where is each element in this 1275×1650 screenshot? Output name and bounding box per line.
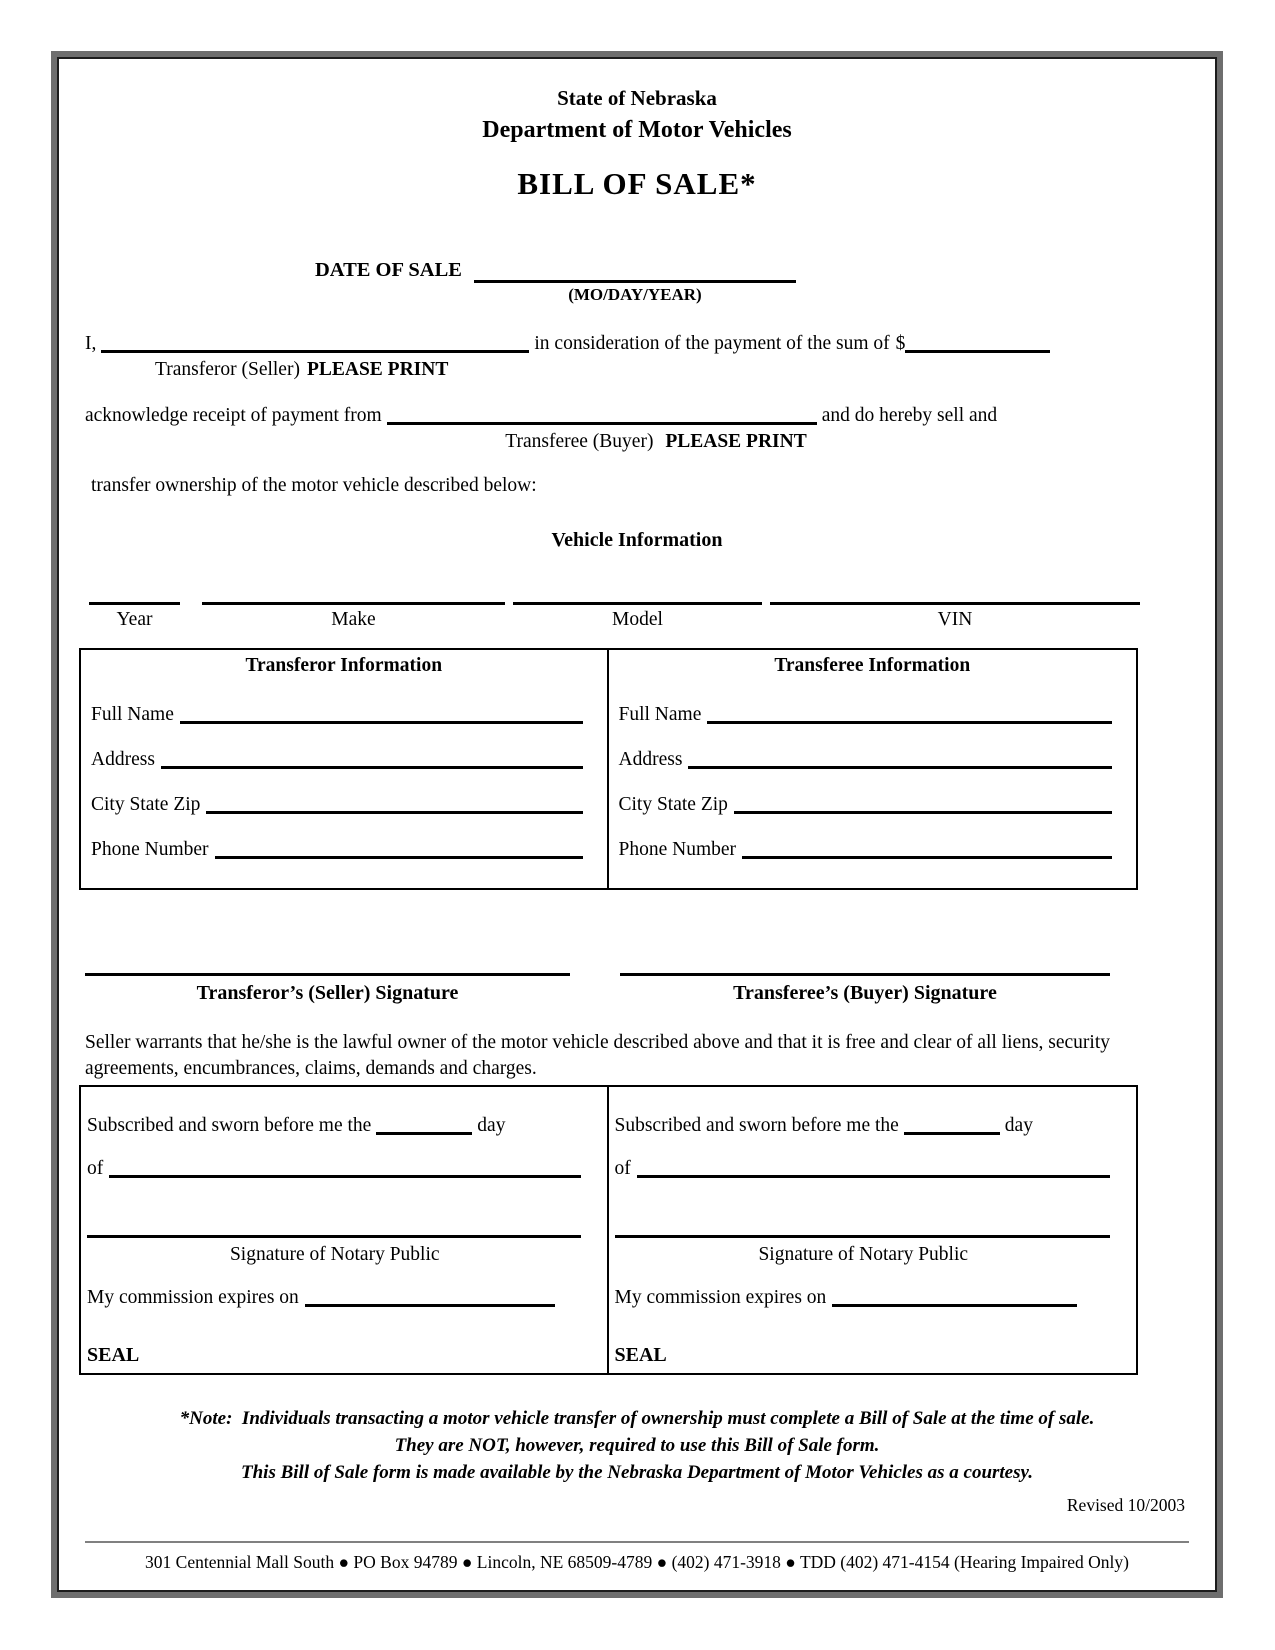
address-label: Address [618,749,683,770]
commission-row [87,1285,583,1311]
transferee-full-name-blank[interactable] [707,721,1112,724]
transferor-name-blank[interactable] [101,349,529,353]
sworn-row [615,1113,1113,1139]
city-state-zip-label: City State Zip [618,794,728,815]
transferee-info-cell [609,650,1137,888]
model-blank[interactable] [513,602,762,605]
sell-text: and do hereby sell and [821,405,998,426]
commission-label: My commission expires on [87,1287,299,1308]
buyer-signature-blank[interactable] [620,973,1110,976]
notary-table [79,1085,1138,1375]
table-row [619,837,1115,863]
footnote-block [57,1405,1217,1486]
transferor-city-state-zip-blank[interactable] [206,811,582,814]
header-state: State of Nebraska [557,86,717,110]
buyer-signature-block [620,973,1110,1006]
year-label: Year [116,609,153,630]
notary-signature-blank[interactable] [615,1235,1111,1238]
make-label: Make [331,609,376,630]
commission-date-blank[interactable] [832,1304,1077,1307]
notary-signature-blank[interactable] [87,1235,581,1238]
date-of-sale-row [315,257,796,306]
transferee-info-header: Transferee Information [774,655,971,676]
table-row [619,702,1115,728]
footer-address: 301 Centennial Mall South ● PO Box 94789 ● Lincoln, NE 68509-4789 ● (402) 471-3918 ● TDD (402) 471-4154 (Hearing Impaired Only) [145,1552,1129,1572]
of-label: of [87,1158,104,1179]
seal-label: SEAL [614,1344,667,1366]
revision-date: Revised 10/2003 [1066,1495,1185,1515]
footnote-line-2: They are NOT, however, required to use this Bill of Sale form. [394,1435,880,1456]
please-print-label: PLEASE PRINT [306,359,449,380]
transferee-caption [85,429,1189,455]
make-blank[interactable] [202,602,505,605]
footnote-text-1: Individuals transacting a motor vehicle transfer of ownership must complete a Bill of Sale at the time of sale. [241,1408,1095,1429]
sworn-month-blank[interactable] [109,1175,580,1178]
transferee-address-blank[interactable] [688,766,1112,769]
year-blank[interactable] [89,602,180,605]
phone-number-label: Phone Number [91,839,209,860]
header-department: Department of Motor Vehicles [482,117,792,143]
transferee-caption-text: Transferee (Buyer) [505,431,654,452]
sworn-prefix: Subscribed and sworn before me the [614,1115,899,1136]
commission-date-blank[interactable] [305,1304,555,1307]
intro-consideration-row [85,331,1189,357]
consideration-text: in consideration of the payment of the sum of [534,333,890,354]
footer-divider [85,1541,1189,1543]
city-state-zip-label: City State Zip [91,794,201,815]
dollar-sign: $ [895,333,906,354]
sworn-day-blank[interactable] [904,1131,1000,1135]
transferee-phone-blank[interactable] [742,856,1112,859]
please-print-label-2: PLEASE PRINT [665,431,807,452]
sworn-suffix: day [1004,1115,1033,1136]
footer-block [85,1541,1189,1574]
vehicle-model-column [513,602,762,632]
intro-i-label: I, [85,333,97,354]
date-format-hint: (MO/DAY/YEAR) [568,285,702,304]
seal-label: SEAL [87,1344,140,1366]
seller-signature-label: Transferor’s (Seller) Signature [196,982,459,1004]
table-row [91,837,585,863]
form-title: BILL OF SALE* [517,166,757,201]
parties-info-table [79,648,1138,890]
of-label: of [614,1158,631,1179]
full-name-label: Full Name [618,704,702,725]
sworn-month-row [87,1156,583,1182]
buyer-signature-label: Transferee’s (Buyer) Signature [733,982,997,1004]
seller-signature-block [85,973,570,1006]
sum-amount-blank[interactable] [905,349,1050,353]
sworn-prefix: Subscribed and sworn before me the [87,1115,372,1136]
transferee-city-state-zip-blank[interactable] [734,811,1112,814]
form-header [57,85,1217,203]
sworn-day-blank[interactable] [376,1131,472,1135]
footnote-line-1 [57,1405,1217,1432]
phone-number-label: Phone Number [618,839,737,860]
commission-row [615,1285,1113,1311]
transferor-info-header: Transferor Information [245,655,443,676]
footnote-line-3: This Bill of Sale form is made available by the Nebraska Department of Motor Vehicles as a courtesy. [241,1462,1033,1483]
transferor-address-blank[interactable] [161,766,583,769]
table-row [91,747,585,773]
transferor-phone-blank[interactable] [215,856,583,859]
table-row [91,702,585,728]
vehicle-vin-column [770,602,1140,632]
table-row [91,792,585,818]
seller-signature-blank[interactable] [85,973,570,976]
sworn-suffix: day [477,1115,506,1136]
sworn-row [87,1113,583,1139]
vehicle-info-heading: Vehicle Information [551,529,723,551]
date-of-sale-label: DATE OF SALE [315,259,462,281]
commission-label: My commission expires on [614,1287,827,1308]
vehicle-year-column [89,602,180,632]
transferor-caption-text: Transferor (Seller) [155,359,300,380]
vehicle-fields-row [89,602,1140,632]
transferee-name-blank[interactable] [387,421,817,425]
vehicle-make-column [202,602,505,632]
model-label: Model [612,609,663,630]
vin-blank[interactable] [770,602,1140,605]
table-row [619,747,1115,773]
footnote-label: *Note: [179,1408,233,1429]
acknowledge-text: acknowledge receipt of payment from [85,405,382,426]
transferor-full-name-blank[interactable] [180,721,583,724]
notary-signature-label: Signature of Notary Public [758,1244,969,1265]
notary-right-cell [609,1087,1137,1373]
page-border-frame [51,51,1223,1598]
date-of-sale-blank[interactable] [474,257,796,283]
sworn-month-row [615,1156,1113,1182]
vin-label: VIN [937,609,973,630]
full-name-label: Full Name [91,704,174,725]
table-row [619,792,1115,818]
sworn-month-blank[interactable] [637,1175,1110,1178]
transferor-info-cell [81,650,609,888]
address-label: Address [91,749,155,770]
transfer-ownership-text: transfer ownership of the motor vehicle described below: [91,475,537,496]
transferor-caption [155,357,448,383]
warranty-paragraph: Seller warrants that he/she is the lawful owner of the motor vehicle described above and that it is free and clear of all liens, security agreements, encumbrances, claims, demands and charges. [85,1032,1111,1079]
notary-signature-label: Signature of Notary Public [229,1244,440,1265]
notary-left-cell [81,1087,609,1373]
acknowledge-row [85,403,1189,429]
